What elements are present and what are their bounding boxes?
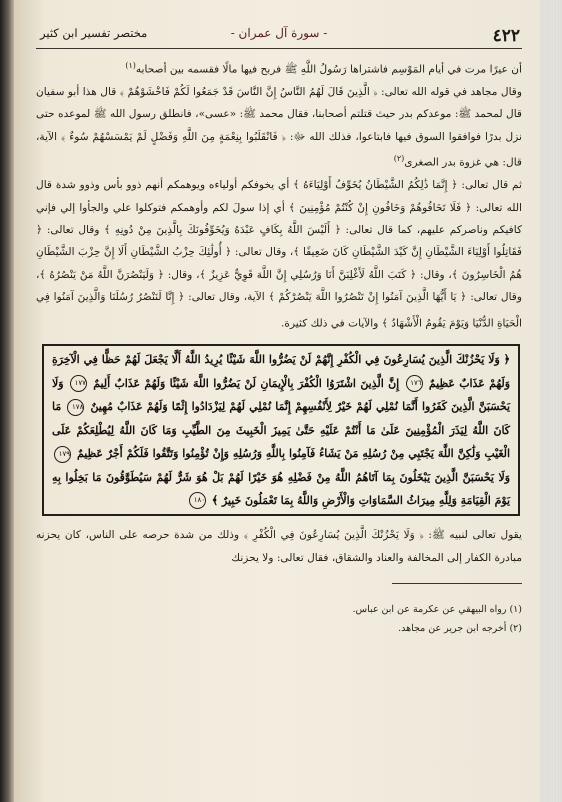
paragraph bbox=[36, 55, 522, 81]
quran-verses-box bbox=[42, 344, 520, 516]
ayah-number-marker: ١٧٧ bbox=[70, 375, 87, 392]
commentary-text bbox=[36, 55, 522, 334]
paragraph-text: أن عيرًا مرت في أيام المَوْسِم فاشتراها رَسُولُ اللَّهِ ﷺ فربح فيها مالًا فقسمه بين أصحابه bbox=[135, 63, 522, 76]
verse-text: ﴿ وَلَا يَحْزُنْكَ الَّذِينَ يُسَارِعُونَ فِي الْكُفْرِ إِنَّهُمْ لَنْ يَضُرُّوا اللَّهَ شَيْئًا يُرِيدُ اللَّهُ أَلَّا يَجْعَلَ لَهُمْ حَظًّا فِي الْآخِرَةِ وَلَهُمْ عَذَابٌ عَظِيمٌ bbox=[52, 353, 510, 390]
footnote: (١) رواه البيهقي عن عكرمة عن ابن عباس. bbox=[352, 604, 522, 616]
footnote-ref: (٢) bbox=[393, 154, 405, 164]
footnotes bbox=[36, 600, 522, 638]
paragraph-text: يقول تعالى لنبيه ﷺ: ﴿ وَلَا يَحْزُنْكَ الَّذِينَ يُسَارِعُونَ فِي الْكُفْرِ ﴾ وذلك من شدة حرصه على الناس، كان يحزنه مبادرة الكفار إلى المخالفة والعناد والشقاق، فقال تعالى: ولا يحزنك bbox=[36, 529, 522, 564]
page-edges bbox=[539, 0, 562, 802]
book-title: مختصر تفسير ابن كثير bbox=[40, 26, 148, 40]
ayah-number-marker: ١٧٦ bbox=[406, 375, 423, 392]
ayah-number-marker: ١٨٠ bbox=[189, 492, 206, 509]
verse-text: إِنَّ الَّذِينَ اشْتَرَوُا الْكُفْرَ بِالْإِيمَانِ لَنْ يَضُرُّوا اللَّهَ شَيْئًا وَلَهُمْ عَذَابٌ أَلِيمٌ bbox=[93, 376, 400, 390]
book-spine-shadow bbox=[0, 0, 14, 802]
footnote-ref: (١) bbox=[125, 61, 136, 70]
verse-text: مَا كَانَ اللَّهُ لِيَذَرَ الْمُؤْمِنِينَ عَلَىٰ مَا أَنْتُمْ عَلَيْهِ حَتَّىٰ يَمِيزَ الْخَبِيثَ مِنَ الطَّيِّبِ وَمَا كَانَ اللَّهُ لِيُطْلِعَكُمْ عَلَى الْغَيْبِ وَلَٰكِنَّ اللَّهَ يَجْتَبِي مِنْ رُسُلِهِ مَنْ يَشَاءُ فَآمِنُوا بِاللَّهِ وَرُسُلِهِ وَإِنْ تُؤْمِنُوا وَتَتَّقُوا فَلَكُمْ أَجْرٌ عَظِيمٌ bbox=[52, 400, 511, 461]
commentary-continuation bbox=[36, 524, 522, 569]
verse-text: وَلَا يَحْسَبَنَّ الَّذِينَ يَبْخَلُونَ بِمَا آتَاهُمُ اللَّهُ مِنْ فَضْلِهِ هُوَ خَيْرًا لَهُمْ بَلْ هُوَ شَرٌّ لَهُمْ سَيُطَوَّقُونَ مَا بَخِلُوا بِهِ يَوْمَ الْقِيَامَةِ وَلِلَّهِ مِيرَاثُ السَّمَاوَاتِ وَالْأَرْضِ وَاللَّهُ بِمَا تَعْمَلُونَ خَبِيرٌ ﴾ bbox=[52, 470, 510, 507]
paragraph bbox=[36, 174, 522, 334]
paragraph-text: ثم قال تعالى: ﴿ إِنَّمَا ذَٰلِكُمُ الشَّيْطَانُ يُخَوِّفُ أَوْلِيَاءَهُ ﴾ أي يخوفكم أولياءه ويوهمكم أنهم ذوو بأس وذوو شدة قال الله تعالى: ﴿ فَلَا تَخَافُوهُمْ وَخَافُونِ إِنْ كُنْتُمْ مُؤْمِنِينَ ﴾ أي إذا سولَ لكم وأوهمكم فتوكلوا علي والجأوا إلي فإني كافيكم وناصركم عليهم، كما قال تعالى: ﴿ أَلَيْسَ اللَّهُ بِكَافٍ عَبْدَهُ وَيُخَوِّفُونَكَ بِالَّذِينَ مِنْ دُونِهِ ﴾ وقال تعالى: ﴿ فَقَاتِلُوا أَوْلِيَاءَ الشَّيْطَانِ إِنَّ كَيْدَ الشَّيْطَانِ كَانَ ضَعِيفًا ﴾، وقال تعالى: ﴿ أُولَٰئِكَ حِزْبُ الشَّيْطَانِ أَلَا إِنَّ حِزْبَ الشَّيْطَانِ هُمُ الْخَاسِرُونَ ﴾، وقال: ﴿ كَتَبَ اللَّهُ لَأَغْلِبَنَّ أَنَا وَرُسُلِي إِنَّ اللَّهَ قَوِيٌّ عَزِيزٌ ﴾، وقال: ﴿ وَلَيَنْصُرَنَّ اللَّهُ مَنْ يَنْصُرُهُ ﴾، وقال تعالى: ﴿ يَا أَيُّهَا الَّذِينَ آمَنُوا إِنْ تَنْصُرُوا اللَّهَ يَنْصُرْكُمْ ﴾ الآية، وقال تعالى: ﴿ إِنَّا لَنَنْصُرُ رُسُلَنَا وَالَّذِينَ آمَنُوا فِي الْحَيَاةِ الدُّنْيَا وَيَوْمَ يَقُومُ الْأَشْهَادُ ﴾ والآيات في ذلك كثيرة. bbox=[36, 179, 522, 330]
book-page bbox=[14, 0, 540, 802]
surah-title: - سورة آل عمران - bbox=[230, 26, 328, 40]
ayah-number-marker: ١٧٩ bbox=[54, 446, 71, 463]
page-number: ٤٢٢ bbox=[492, 26, 520, 46]
footnote: (٢) أخرجه ابن جرير عن مجاهد. bbox=[398, 623, 522, 635]
paragraph bbox=[36, 81, 522, 174]
verse-text: وَلَا يَحْسَبَنَّ الَّذِينَ كَفَرُوا أَنَّمَا نُمْلِي لَهُمْ خَيْرٌ لِأَنْفُسِهِمْ إِنَّمَا نُمْلِي لَهُمْ لِيَزْدَادُوا إِثْمًا وَلَهُمْ عَذَابٌ مُهِينٌ bbox=[52, 376, 510, 414]
ayah-number-marker: ١٧٨ bbox=[67, 399, 84, 416]
page-header bbox=[36, 18, 522, 49]
footnote-divider bbox=[392, 583, 522, 584]
paragraph-text: وقال مجاهد في قوله الله تعالى: ﴿ الَّذِينَ قَالَ لَهُمُ النَّاسُ إِنَّ النَّاسَ قَدْ جَمَعُوا لَكُمْ فَاخْشَوْهُمْ ﴾ قال هذا أبو سفيان قال لمحمد ﷺ: موعدكم بدر حيث قتلتم أصحابنا، فقال محمد ﷺ: «عسى»، فانطلق رسول الله ﷺ لموعده حتى نزل بدرًا فوافقوا السوق فيها فابتاعوا، فذلك الله ﷻ: ﴿ فَانْقَلَبُوا بِنِعْمَةٍ مِنَ اللَّهِ وَفَضْلٍ لَمْ يَمْسَسْهُمْ سُوءٌ ﴾ الآية، قال: هي غزوة بدر الصغرى bbox=[36, 85, 522, 169]
